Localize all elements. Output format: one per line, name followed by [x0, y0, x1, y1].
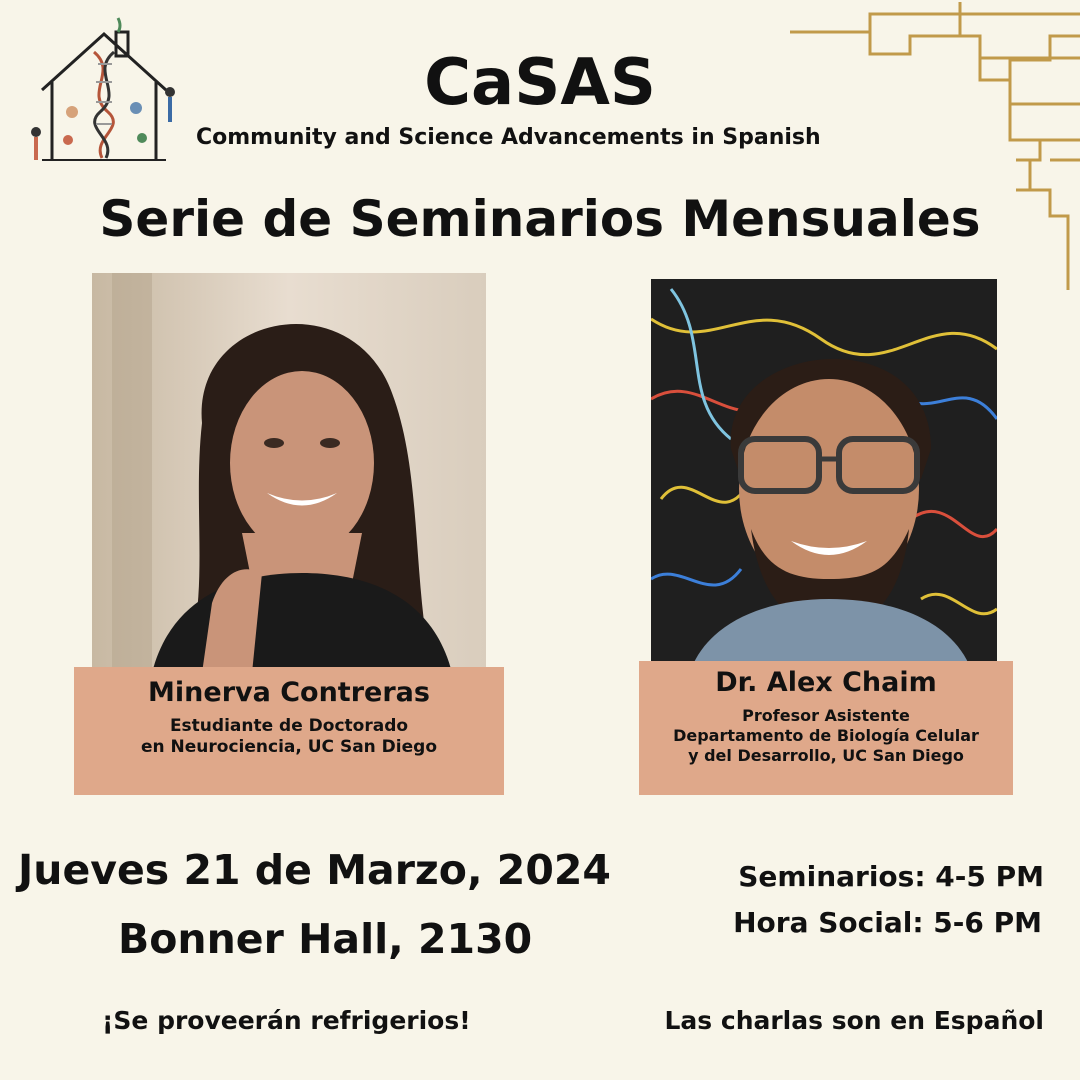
series-title: Serie de Seminarios Mensuales	[99, 190, 981, 248]
seminars-time: Seminarios: 4-5 PM	[738, 860, 1044, 893]
event-date: Jueves 21 de Marzo, 2024	[18, 846, 611, 894]
speaker-2-photo	[651, 279, 997, 669]
language-note: Las charlas son en Español	[664, 1006, 1044, 1035]
speaker-1-role-line-2: en Neurociencia, UC San Diego	[140, 737, 437, 757]
brand-title: CaSAS	[424, 46, 656, 120]
speaker-2-role-line-2: Departamento de Biología Celular	[673, 726, 979, 745]
refreshments-note: ¡Se proveerán refrigerios!	[102, 1006, 471, 1035]
speaker-2-role-line-1: Profesor Asistente	[742, 706, 910, 725]
speaker-1-role-line-1: Estudiante de Doctorado	[169, 716, 409, 736]
social-hour-time: Hora Social: 5-6 PM	[733, 906, 1042, 939]
event-venue: Bonner Hall, 2130	[118, 915, 533, 963]
brand-subtitle: Community and Science Advancements in Spanish	[196, 125, 821, 150]
gold-squares-decoration-icon	[780, 0, 1080, 300]
speaker-2-role-line-3: y del Desarrollo, UC San Diego	[688, 746, 964, 765]
speaker-2-name: Dr. Alex Chaim	[715, 667, 937, 698]
speaker-2-card	[639, 661, 1013, 795]
speaker-1-card	[74, 667, 504, 795]
speaker-1-photo	[92, 273, 486, 673]
speaker-1-name: Minerva Contreras	[148, 677, 430, 708]
